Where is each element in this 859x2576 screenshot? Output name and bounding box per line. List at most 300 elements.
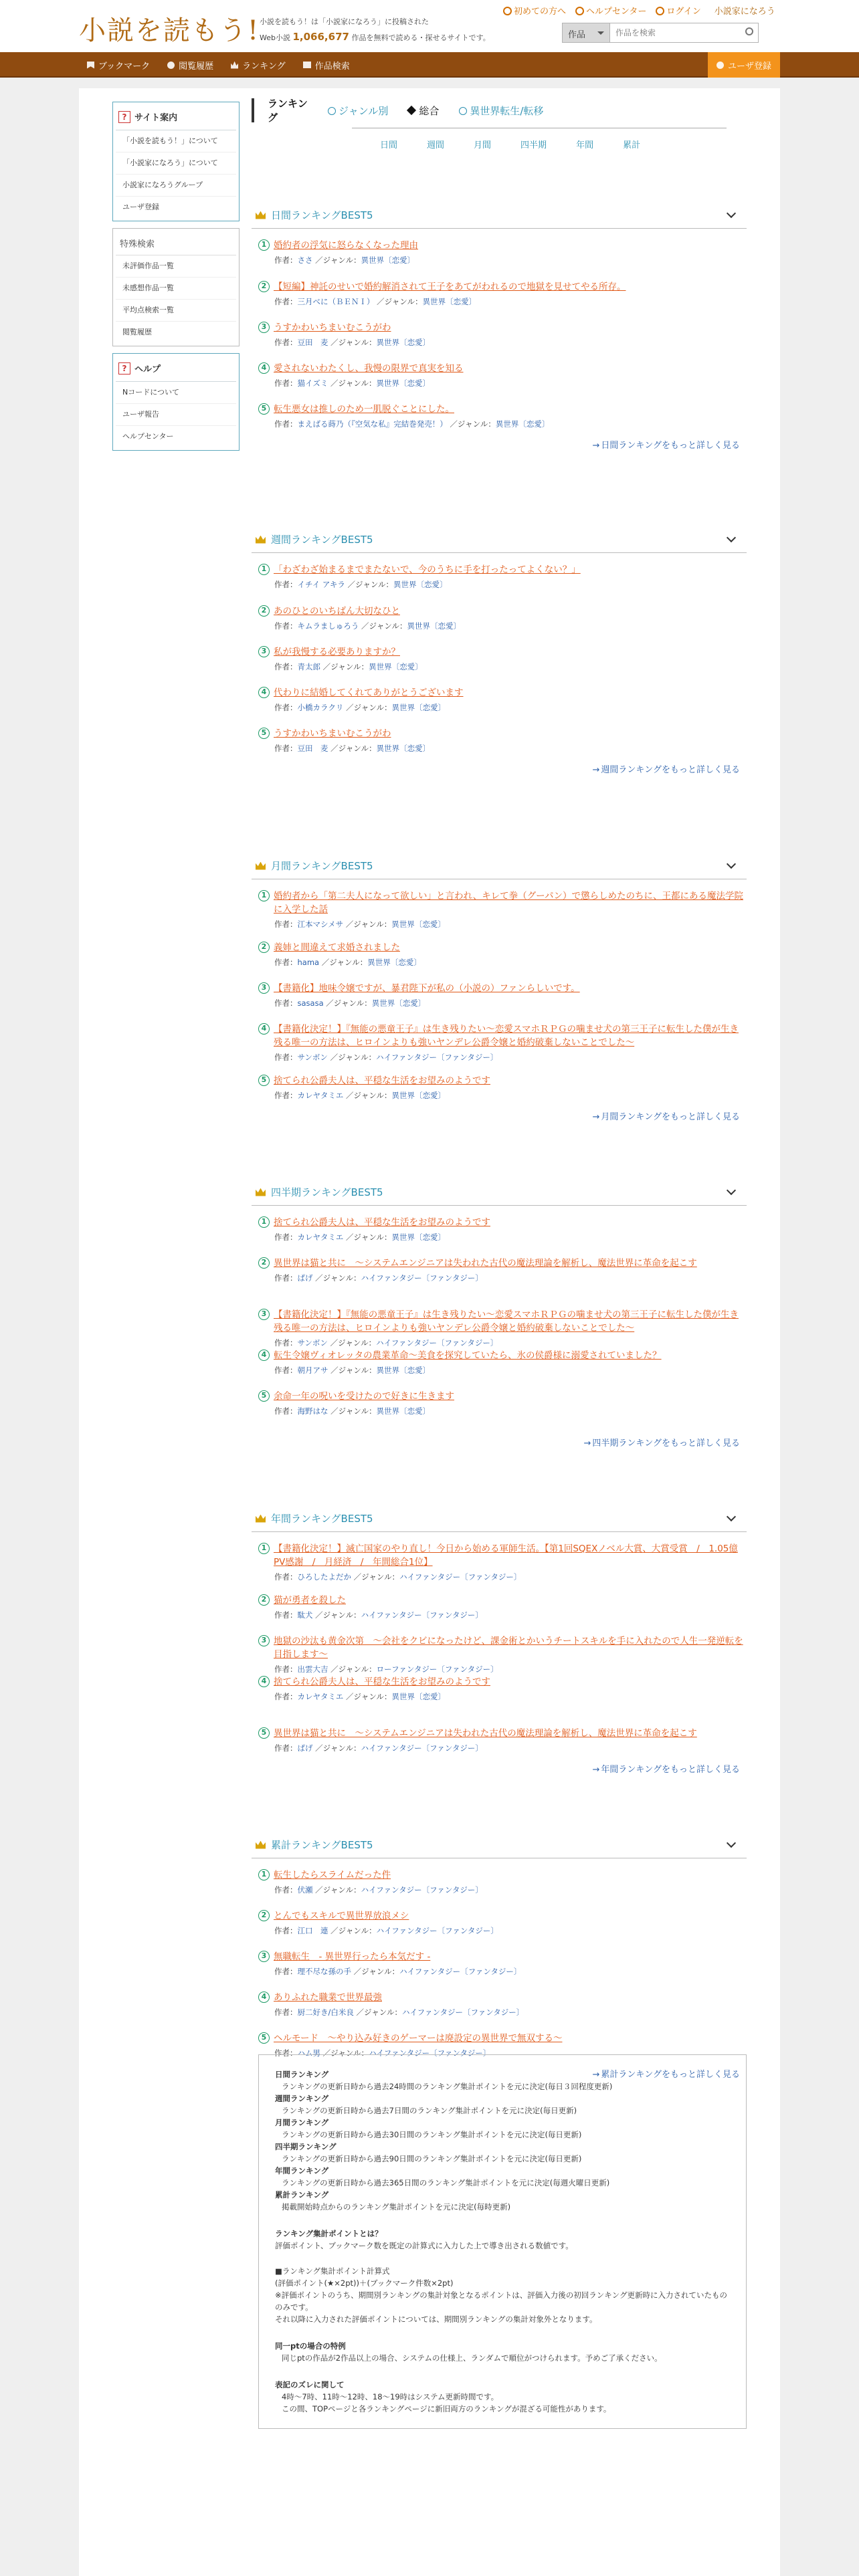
tagline-line2 bbox=[260, 29, 490, 45]
rank-number: 5 bbox=[258, 403, 270, 415]
history-icon bbox=[167, 62, 175, 69]
crown-icon bbox=[256, 862, 266, 870]
work-title-link[interactable]: 代わりに結婚してくれてありがとうございます bbox=[274, 687, 464, 698]
work-title-link[interactable]: 捨てられ公爵夫人は、平穏な生活をお望みのようです bbox=[274, 1677, 490, 1687]
arrow-icon: → bbox=[592, 441, 600, 451]
special-search-title: 特殊検索 bbox=[116, 231, 236, 255]
genre-label: ／ジャンル： bbox=[330, 744, 377, 753]
genre-link[interactable]: ハイファンタジー〔ファンタジー〕 bbox=[361, 1273, 483, 1283]
author-link[interactable]: カレヤタミエ bbox=[297, 1232, 344, 1242]
section-header[interactable] bbox=[252, 1179, 747, 1206]
genre-link[interactable]: 異世界〔恋愛〕 bbox=[391, 1692, 446, 1701]
section-header[interactable] bbox=[252, 1832, 747, 1858]
work-meta bbox=[274, 1885, 747, 1895]
genre-link[interactable]: 異世界〔恋愛〕 bbox=[391, 1091, 446, 1100]
work-meta bbox=[274, 1966, 747, 1977]
tab-genre[interactable] bbox=[328, 104, 388, 118]
genre-link[interactable]: 異世界〔恋愛〕 bbox=[376, 379, 431, 388]
login-label: ログイン bbox=[666, 7, 701, 17]
note-title: 日間ランキング bbox=[275, 2070, 329, 2079]
points-note2: それ以降に入力された評価ポイントについては、期間別ランキングの集計対象外となります。 bbox=[275, 2315, 597, 2324]
work-meta bbox=[274, 2007, 747, 2018]
work-title-link[interactable]: ヘルモード 〜やり込み好きのゲーマーは廃設定の異世界で無双する〜 bbox=[274, 2033, 563, 2044]
period-quarterly[interactable]: 四半期 bbox=[520, 140, 547, 150]
sidebar-item[interactable]: 平均点検索一覧 bbox=[116, 300, 236, 322]
author-link[interactable]: 青太郎 bbox=[297, 662, 320, 671]
author-label: 作者： bbox=[274, 2008, 298, 2017]
rank-number: 4 bbox=[258, 1992, 270, 2003]
note-desc: ランキングの更新日時から過去24時間のランキング集計ポイントを元に決定(毎日３回程度更新) bbox=[282, 2082, 613, 2091]
login-link[interactable] bbox=[656, 4, 700, 17]
nav-history[interactable] bbox=[167, 59, 213, 72]
author-label: 作者： bbox=[274, 419, 298, 429]
first-time-link[interactable] bbox=[503, 4, 566, 17]
more-link[interactable] bbox=[592, 438, 740, 451]
genre-link[interactable]: 異世界〔恋愛〕 bbox=[376, 1366, 431, 1375]
genre-label: ／ジャンル： bbox=[315, 255, 361, 265]
period-daily[interactable]: 日間 bbox=[380, 140, 398, 150]
help-center-link[interactable] bbox=[575, 4, 646, 17]
more-label: 月間ランキングをもっと詳しく見る bbox=[601, 1112, 740, 1122]
author-link[interactable]: サンボン bbox=[297, 1338, 328, 1348]
genre-link[interactable]: 異世界〔恋愛〕 bbox=[371, 998, 426, 1008]
work-meta bbox=[274, 998, 747, 1008]
author-label: 作者： bbox=[274, 621, 298, 631]
list-item bbox=[258, 1950, 747, 1977]
genre-label: ／ジャンル： bbox=[330, 1366, 377, 1375]
genre-link[interactable]: ハイファンタジー〔ファンタジー〕 bbox=[369, 2048, 491, 2058]
genre-label: ／ジャンル： bbox=[330, 1926, 377, 1935]
crown-icon bbox=[256, 211, 266, 219]
rank-number: 1 bbox=[258, 239, 270, 251]
rank-number: 2 bbox=[258, 1594, 270, 1606]
genre-link[interactable]: ハイファンタジー〔ファンタジー〕 bbox=[361, 1885, 483, 1895]
tab-isekai[interactable] bbox=[459, 104, 543, 118]
nav-ranking-label: ランキング bbox=[242, 61, 286, 72]
rank-number: 2 bbox=[258, 942, 270, 953]
author-link[interactable]: カレヤタミエ bbox=[297, 1692, 344, 1701]
author-link[interactable]: ぱげ bbox=[297, 1743, 313, 1753]
author-link[interactable]: カレヤタミエ bbox=[297, 1091, 344, 1100]
author-link[interactable]: ひろしたよだか bbox=[297, 1572, 351, 1582]
tab-genre-label: ジャンル別 bbox=[339, 104, 389, 117]
notes-list bbox=[275, 2068, 730, 2213]
genre-link[interactable]: ハイファンタジー〔ファンタジー〕 bbox=[361, 1743, 483, 1753]
work-meta bbox=[274, 337, 747, 348]
list-item bbox=[258, 239, 747, 265]
author-link[interactable]: 小橋カラクリ bbox=[297, 703, 344, 712]
rank-number: 3 bbox=[258, 322, 270, 333]
genre-link[interactable]: 異世界〔恋愛〕 bbox=[369, 662, 423, 671]
work-title-link[interactable]: 捨てられ公爵夫人は、平穏な生活をお望みのようです bbox=[274, 1217, 490, 1228]
login-icon bbox=[656, 7, 664, 15]
work-title-link[interactable]: 地獄の沙汰も黄金次第 〜会社をクビになったけど、課金術とかいうチートスキルを手に入れたので人生一発逆転を目指します〜 bbox=[274, 1636, 743, 1660]
crown-icon bbox=[231, 62, 238, 69]
sidebar bbox=[112, 102, 240, 457]
more-label: 週間ランキングをもっと詳しく見る bbox=[601, 765, 740, 775]
rank-number: 1 bbox=[258, 1216, 270, 1228]
list-item bbox=[258, 1216, 747, 1243]
genre-label: ／ジャンル： bbox=[356, 2008, 403, 2017]
work-meta bbox=[274, 919, 747, 930]
genre-label: ／ジャンル： bbox=[450, 419, 496, 429]
genre-link[interactable]: 異世界〔恋愛〕 bbox=[391, 703, 446, 712]
main-nav bbox=[0, 52, 859, 78]
period-total[interactable]: 累計 bbox=[623, 140, 641, 150]
sidebar-item[interactable]: 「小説を読もう！」について bbox=[116, 130, 236, 152]
ranking-section bbox=[252, 526, 747, 775]
genre-label: ／ジャンル： bbox=[321, 958, 368, 967]
search-input[interactable] bbox=[610, 23, 759, 43]
work-title-link[interactable]: うすかわいちまいむこうがわ bbox=[274, 322, 391, 333]
work-title-link[interactable]: 【書籍化】地味令嬢ですが、暴君陛下が私の（小説の）ファンらしいです。 bbox=[274, 983, 580, 994]
search-icon bbox=[303, 62, 311, 68]
more-link[interactable] bbox=[583, 1436, 740, 1448]
list-item bbox=[258, 1594, 747, 1620]
author-link[interactable]: hama bbox=[297, 958, 320, 967]
rank-number: 2 bbox=[258, 605, 270, 617]
author-link[interactable]: 江本マシメサ bbox=[297, 920, 344, 929]
ring-icon bbox=[459, 107, 467, 115]
question-icon: ? bbox=[118, 111, 130, 123]
author-link[interactable]: ささ bbox=[297, 255, 313, 265]
rank-number: 3 bbox=[258, 1309, 270, 1320]
author-label: 作者： bbox=[274, 998, 298, 1008]
rank-number: 4 bbox=[258, 1350, 270, 1361]
chevron-down-icon[interactable] bbox=[727, 1186, 736, 1195]
work-title-link[interactable]: 転生悪女は推しのため一肌脱ぐことにした。 bbox=[274, 404, 454, 415]
help-label: ヘルプ bbox=[134, 364, 161, 374]
sidebar-item[interactable]: 未評価作品一覧 bbox=[116, 255, 236, 278]
genre-link[interactable]: 異世界〔恋愛〕 bbox=[391, 1232, 446, 1242]
genre-label: ／ジャンル： bbox=[315, 1273, 361, 1283]
author-label: 作者： bbox=[274, 1743, 298, 1753]
genre-link[interactable]: ハイファンタジー〔ファンタジー〕 bbox=[399, 1572, 522, 1582]
register-button[interactable] bbox=[708, 52, 780, 78]
genre-label: ／ジャンル： bbox=[346, 1692, 392, 1701]
work-meta bbox=[274, 1406, 747, 1416]
section-title: 累計ランキングBEST5 bbox=[271, 1839, 373, 1851]
section-title: 週間ランキングBEST5 bbox=[271, 534, 373, 546]
author-label: 作者： bbox=[274, 1406, 298, 1416]
work-title-link[interactable]: 余命一年の呪いを受けたので好きに生きます bbox=[274, 1391, 454, 1402]
author-link[interactable]: 豆田 麦 bbox=[297, 338, 328, 347]
genre-label: ／ジャンル： bbox=[353, 1967, 400, 1976]
author-link[interactable]: まえばる蒔乃（『空気な私』完結巻発売！） bbox=[297, 419, 448, 429]
work-title-link[interactable]: 異世界は猫と共に 〜システムエンジニアは失われた古代の魔法理論を解析し、魔法世界に革命を起こす bbox=[274, 1258, 697, 1269]
nav-bookmark-label: ブックマーク bbox=[98, 61, 151, 72]
more-label: 四半期ランキングをもっと詳しく見る bbox=[592, 1438, 740, 1448]
tagline-suffix: 作品を無料で読める・探せるサイトです。 bbox=[351, 33, 490, 42]
note-title: 年間ランキング bbox=[275, 2166, 329, 2175]
genre-link[interactable]: 異世界〔恋愛〕 bbox=[422, 297, 477, 306]
genre-link[interactable]: 異世界〔恋愛〕 bbox=[361, 255, 415, 265]
section-header[interactable] bbox=[252, 526, 747, 553]
list-item bbox=[258, 321, 747, 348]
work-title-link[interactable]: 私が我慢する必要ありますか？ bbox=[274, 647, 400, 657]
genre-label: ／ジャンル： bbox=[346, 703, 392, 712]
ranking-section bbox=[252, 1179, 747, 1448]
list-item bbox=[258, 1909, 747, 1936]
sidebar-item[interactable]: ユーザ登録 bbox=[122, 203, 159, 211]
author-link[interactable]: 豆田 麦 bbox=[297, 744, 328, 753]
list-item bbox=[258, 1074, 747, 1101]
crown-icon bbox=[256, 536, 266, 544]
author-link[interactable]: 厨二好き/白米良 bbox=[297, 2008, 354, 2017]
author-link[interactable]: 海野はな bbox=[297, 1406, 328, 1416]
ranking-section bbox=[252, 853, 747, 1122]
note-entry bbox=[275, 2068, 730, 2092]
period-weekly[interactable]: 週間 bbox=[427, 140, 445, 150]
work-title-link[interactable]: 義姉と間違えて求婚されました bbox=[274, 942, 400, 953]
genre-label: ／ジャンル： bbox=[346, 1091, 392, 1100]
list-item bbox=[258, 1390, 747, 1416]
author-label: 作者： bbox=[274, 703, 298, 712]
author-label: 作者： bbox=[274, 1885, 298, 1895]
author-link[interactable]: ぱげ bbox=[297, 1273, 313, 1283]
work-title-link[interactable]: あのひとのいちばん大切なひと bbox=[274, 606, 400, 617]
rank-number: 1 bbox=[258, 1869, 270, 1881]
author-link[interactable]: sasasa bbox=[297, 998, 324, 1008]
tagline-prefix: Web小説 bbox=[260, 33, 290, 42]
author-label: 作者： bbox=[274, 297, 298, 306]
search-icon[interactable] bbox=[745, 27, 753, 35]
section-title: 日間ランキングBEST5 bbox=[271, 209, 373, 221]
genre-label: ／ジャンル： bbox=[330, 338, 377, 347]
nav-bookmark[interactable] bbox=[87, 59, 150, 72]
list-item bbox=[258, 403, 747, 429]
author-link[interactable]: 三月べに（ＢＥＮＩ） bbox=[297, 297, 375, 306]
genre-link[interactable]: 異世界〔恋愛〕 bbox=[367, 958, 421, 967]
list-item bbox=[258, 1675, 747, 1702]
points-desc: 評価ポイント、ブックマーク数を既定の計算式に入力した上で導き出される数値です。 bbox=[275, 2241, 573, 2250]
work-title-link[interactable]: 【書籍化決定！】『無能の悪童王子』は生き残りたい〜恋愛スマホＲＰＧの噛ませ犬の第三王子に転生した僕が生き残る唯一の方法は、ヒロインよりも強いヤンデレ公爵令嬢と婚約破棄しないことでした〜 bbox=[274, 1024, 739, 1048]
site-guide-title bbox=[116, 105, 236, 130]
list-item bbox=[258, 1542, 747, 1582]
ranking-section bbox=[252, 202, 747, 451]
rank-number: 4 bbox=[258, 687, 270, 698]
chevron-down-icon[interactable] bbox=[727, 1838, 736, 1848]
user-icon bbox=[717, 62, 724, 69]
tagline-line1: 小説を読もう！は「小説家になろう」に投稿された bbox=[260, 17, 429, 26]
author-link[interactable]: 朝月アサ bbox=[297, 1366, 328, 1375]
chevron-down-icon[interactable] bbox=[727, 859, 736, 869]
note-entry bbox=[275, 2117, 730, 2141]
section-header[interactable] bbox=[252, 202, 747, 229]
work-meta bbox=[274, 957, 747, 968]
author-label: 作者： bbox=[274, 1967, 298, 1976]
author-link[interactable]: ハム男 bbox=[297, 2048, 320, 2058]
rank-number: 2 bbox=[258, 1910, 270, 1921]
author-link[interactable]: キムラましゅろう bbox=[297, 621, 359, 631]
work-meta bbox=[274, 1090, 747, 1101]
work-title-link[interactable]: 【短編】神託のせいで婚約解消されて王子をあてがわれるので地獄を見せてやる所存。 bbox=[274, 282, 626, 292]
special-search-box bbox=[112, 228, 240, 346]
list-item bbox=[258, 889, 747, 930]
author-label: 作者： bbox=[274, 1232, 298, 1242]
work-meta bbox=[274, 1664, 747, 1675]
note-title: 四半期ランキング bbox=[275, 2142, 337, 2151]
genre-label: ／ジャンル： bbox=[347, 580, 394, 589]
genre-label: ／ジャンル： bbox=[322, 2048, 369, 2058]
more-label: 日間ランキングをもっと詳しく見る bbox=[601, 441, 740, 451]
genre-link[interactable]: 異世界〔恋愛〕 bbox=[376, 744, 431, 753]
crown-icon bbox=[256, 1515, 266, 1523]
genre-label: ／ジャンル： bbox=[326, 998, 372, 1008]
genre-label: ／ジャンル： bbox=[330, 379, 377, 388]
ranking-notes bbox=[258, 2054, 747, 2429]
rank-number: 1 bbox=[258, 890, 270, 901]
sidebar-item[interactable]: ヘルプセンター bbox=[122, 432, 174, 441]
delay-desc1: 4時〜7時、11時〜12時、18〜19時はシステム更新時間です。 bbox=[282, 2392, 499, 2401]
tagline bbox=[260, 15, 490, 45]
genre-link[interactable]: 異世界〔恋愛〕 bbox=[376, 1406, 431, 1416]
chevron-down-icon[interactable] bbox=[727, 209, 736, 218]
sidebar-item[interactable]: ユーザ報告 bbox=[116, 404, 236, 426]
genre-link[interactable]: 異世界〔恋愛〕 bbox=[495, 419, 550, 429]
work-title-link[interactable]: 捨てられ公爵夫人は、平穏な生活をお望みのようです bbox=[274, 1075, 490, 1086]
work-meta bbox=[274, 1743, 747, 1753]
work-title-link[interactable]: 転生令嬢ヴィオレッタの農業革命〜美食を探究していたら、氷の侯爵様に溺愛されていました？ bbox=[274, 1350, 662, 1361]
more-label: 累計ランキングをもっと詳しく見る bbox=[601, 2070, 740, 2080]
site-guide-box bbox=[112, 102, 240, 221]
work-title-link[interactable]: 婚約者の浮気に怒らなくなった理由 bbox=[274, 240, 418, 251]
work-title-link[interactable]: 婚約者から「第二夫人になって欲しい」と言われ、キレて拳（グーパン）で懲らしめたのちに、王都にある魔法学院に入学した話 bbox=[274, 891, 743, 915]
genre-link[interactable]: 異世界〔恋愛〕 bbox=[393, 580, 448, 589]
author-label: 作者： bbox=[274, 338, 298, 347]
genre-link[interactable]: ハイファンタジー〔ファンタジー〕 bbox=[376, 1926, 498, 1935]
author-link[interactable]: 伏瀬 bbox=[297, 1885, 313, 1895]
site-logo[interactable]: 小説を読もう! bbox=[79, 15, 260, 46]
work-title-link[interactable]: うすかわいちまいむこうがわ bbox=[274, 728, 391, 739]
work-title-link[interactable]: 愛されないわたくし、我慢の限界で真実を知る bbox=[274, 363, 464, 374]
period-yearly[interactable]: 年間 bbox=[576, 140, 594, 150]
more-link[interactable] bbox=[592, 1762, 740, 1775]
work-title-link[interactable]: 無職転生 - 異世界行ったら本気だす - bbox=[274, 1951, 431, 1962]
note-title: 月間ランキング bbox=[275, 2118, 329, 2127]
author-link[interactable]: 理不尽な孫の手 bbox=[297, 1967, 351, 1976]
genre-link[interactable]: ハイファンタジー〔ファンタジー〕 bbox=[399, 1967, 522, 1976]
genre-link[interactable]: ハイファンタジー〔ファンタジー〕 bbox=[402, 2008, 524, 2017]
note-desc: ランキングの更新日時から過去30日間のランキング集計ポイントを元に決定(毎日更新) bbox=[282, 2130, 582, 2139]
note-title: 累計ランキング bbox=[275, 2190, 329, 2199]
work-meta bbox=[274, 1232, 747, 1243]
author-label: 作者： bbox=[274, 1273, 298, 1283]
work-meta bbox=[274, 1691, 747, 1702]
list-item bbox=[258, 941, 747, 968]
work-meta bbox=[274, 1052, 747, 1063]
work-title-link[interactable]: 転生したらスライムだった件 bbox=[274, 1870, 391, 1881]
list-item bbox=[258, 563, 747, 590]
more-label: 年間ランキングをもっと詳しく見る bbox=[601, 1765, 740, 1775]
work-meta bbox=[274, 296, 747, 307]
work-title-link[interactable]: 異世界は猫と共に 〜システムエンジニアは失われた古代の魔法理論を解析し、魔法世界に革命を起こす bbox=[274, 1728, 697, 1739]
rank-number: 4 bbox=[258, 1023, 270, 1035]
list-item bbox=[258, 727, 747, 754]
genre-label: ／ジャンル： bbox=[330, 1338, 377, 1348]
work-count: 1,066,677 bbox=[292, 31, 349, 43]
genre-link[interactable]: 異世界〔恋愛〕 bbox=[407, 621, 462, 631]
narou-logo[interactable]: 小説家になろう bbox=[714, 7, 775, 17]
author-label: 作者： bbox=[274, 1338, 298, 1348]
author-link[interactable]: 江口 連 bbox=[297, 1926, 328, 1935]
work-title-link[interactable]: 猫が勇者を殺した bbox=[274, 1595, 346, 1606]
tab-overall[interactable] bbox=[408, 104, 439, 118]
nav-ranking[interactable] bbox=[231, 59, 286, 72]
genre-label: ／ジャンル： bbox=[330, 1053, 377, 1062]
ranking-header bbox=[252, 98, 747, 122]
list-item bbox=[258, 362, 747, 389]
work-title-link[interactable]: 【書籍化決定！】『無能の悪童王子』は生き残りたい〜恋愛スマホＲＰＧの噛ませ犬の第三王子に転生した僕が生き残る唯一の方法は、ヒロインよりも強いヤンデレ公爵令嬢と婚約破棄しないことでした〜 bbox=[274, 1309, 739, 1333]
nav-search[interactable] bbox=[303, 59, 350, 72]
author-label: 作者： bbox=[274, 920, 298, 929]
rank-number: 4 bbox=[258, 362, 270, 374]
rank-number: 5 bbox=[258, 1390, 270, 1402]
sidebar-item[interactable]: 小説家になろうグループ bbox=[116, 175, 236, 197]
sidebar-item[interactable]: Nコードについて bbox=[116, 382, 236, 404]
author-link[interactable]: 駄犬 bbox=[297, 1610, 313, 1620]
work-meta bbox=[274, 661, 747, 672]
work-title-link[interactable]: とんでもスキルで異世界放浪メシ bbox=[274, 1911, 409, 1921]
author-link[interactable]: 猫イズミ bbox=[297, 379, 328, 388]
search-type-select[interactable]: 作品 bbox=[562, 23, 610, 43]
rank-number: 3 bbox=[258, 646, 270, 657]
period-monthly[interactable]: 月間 bbox=[474, 140, 492, 150]
chevron-down-icon[interactable] bbox=[727, 1512, 736, 1521]
list-item bbox=[258, 1349, 747, 1376]
genre-link[interactable]: ハイファンタジー〔ファンタジー〕 bbox=[361, 1610, 483, 1620]
genre-link[interactable]: ハイファンタジー〔ファンタジー〕 bbox=[376, 1338, 498, 1348]
sidebar-item[interactable]: 未感想作品一覧 bbox=[116, 278, 236, 300]
section-header[interactable] bbox=[252, 853, 747, 879]
sidebar-item[interactable]: 閲覧履歴 bbox=[122, 328, 152, 336]
author-label: 作者： bbox=[274, 662, 298, 671]
work-meta bbox=[274, 621, 747, 631]
rank-number: 4 bbox=[258, 1676, 270, 1687]
nav-search-label: 作品検索 bbox=[314, 61, 350, 72]
work-title-link[interactable]: 「わざわざ始まるまでまたないで、今のうちに手を打ったってよくない？」 bbox=[274, 564, 581, 575]
rank-number: 3 bbox=[258, 982, 270, 994]
list-item bbox=[258, 1308, 747, 1348]
genre-link[interactable]: ローファンタジー〔ファンタジー〕 bbox=[376, 1665, 498, 1674]
note-entry bbox=[275, 2141, 730, 2165]
author-label: 作者： bbox=[274, 958, 298, 967]
genre-link[interactable]: ハイファンタジー〔ファンタジー〕 bbox=[376, 1053, 498, 1062]
rank-number: 5 bbox=[258, 2032, 270, 2044]
author-label: 作者： bbox=[274, 1091, 298, 1100]
note-desc: ランキングの更新日時から過去7日間のランキング集計ポイントを元に決定(毎日更新) bbox=[282, 2106, 577, 2115]
author-link[interactable]: イチイ アキラ bbox=[297, 580, 345, 589]
sidebar-item[interactable]: 「小説家になろう」について bbox=[116, 152, 236, 175]
more-link[interactable] bbox=[592, 762, 740, 775]
more-link[interactable] bbox=[592, 1109, 740, 1122]
section-header[interactable] bbox=[252, 1505, 747, 1532]
work-title-link[interactable]: 【書籍化決定！】滅亡国家のやり直し！今日から始める軍師生活。【第1回SQEXノベル大賞、大賞受賞 / 1.05億PV感謝 / 月経済 / 年間総合1位】 bbox=[274, 1543, 738, 1568]
author-link[interactable]: 出雲大吉 bbox=[297, 1665, 328, 1674]
same-pt-desc: 同じptの作品が2作品以上の場合、システムの仕様上、ランダムで順位がつけられます。予めご了承ください。 bbox=[282, 2353, 662, 2363]
delay-title: 表記のズレに関して bbox=[275, 2380, 345, 2389]
chevron-down-icon[interactable] bbox=[727, 533, 736, 542]
author-label: 作者： bbox=[274, 1665, 298, 1674]
author-link[interactable]: サンボン bbox=[297, 1053, 328, 1062]
author-label: 作者： bbox=[274, 1926, 298, 1935]
genre-link[interactable]: 異世界〔恋愛〕 bbox=[391, 920, 446, 929]
genre-link[interactable]: 異世界〔恋愛〕 bbox=[376, 338, 431, 347]
rank-number: 2 bbox=[258, 1257, 270, 1269]
work-meta bbox=[274, 1365, 747, 1376]
genre-label: ／ジャンル： bbox=[330, 1406, 377, 1416]
work-title-link[interactable]: ありふれた職業で世界最強 bbox=[274, 1992, 382, 2003]
